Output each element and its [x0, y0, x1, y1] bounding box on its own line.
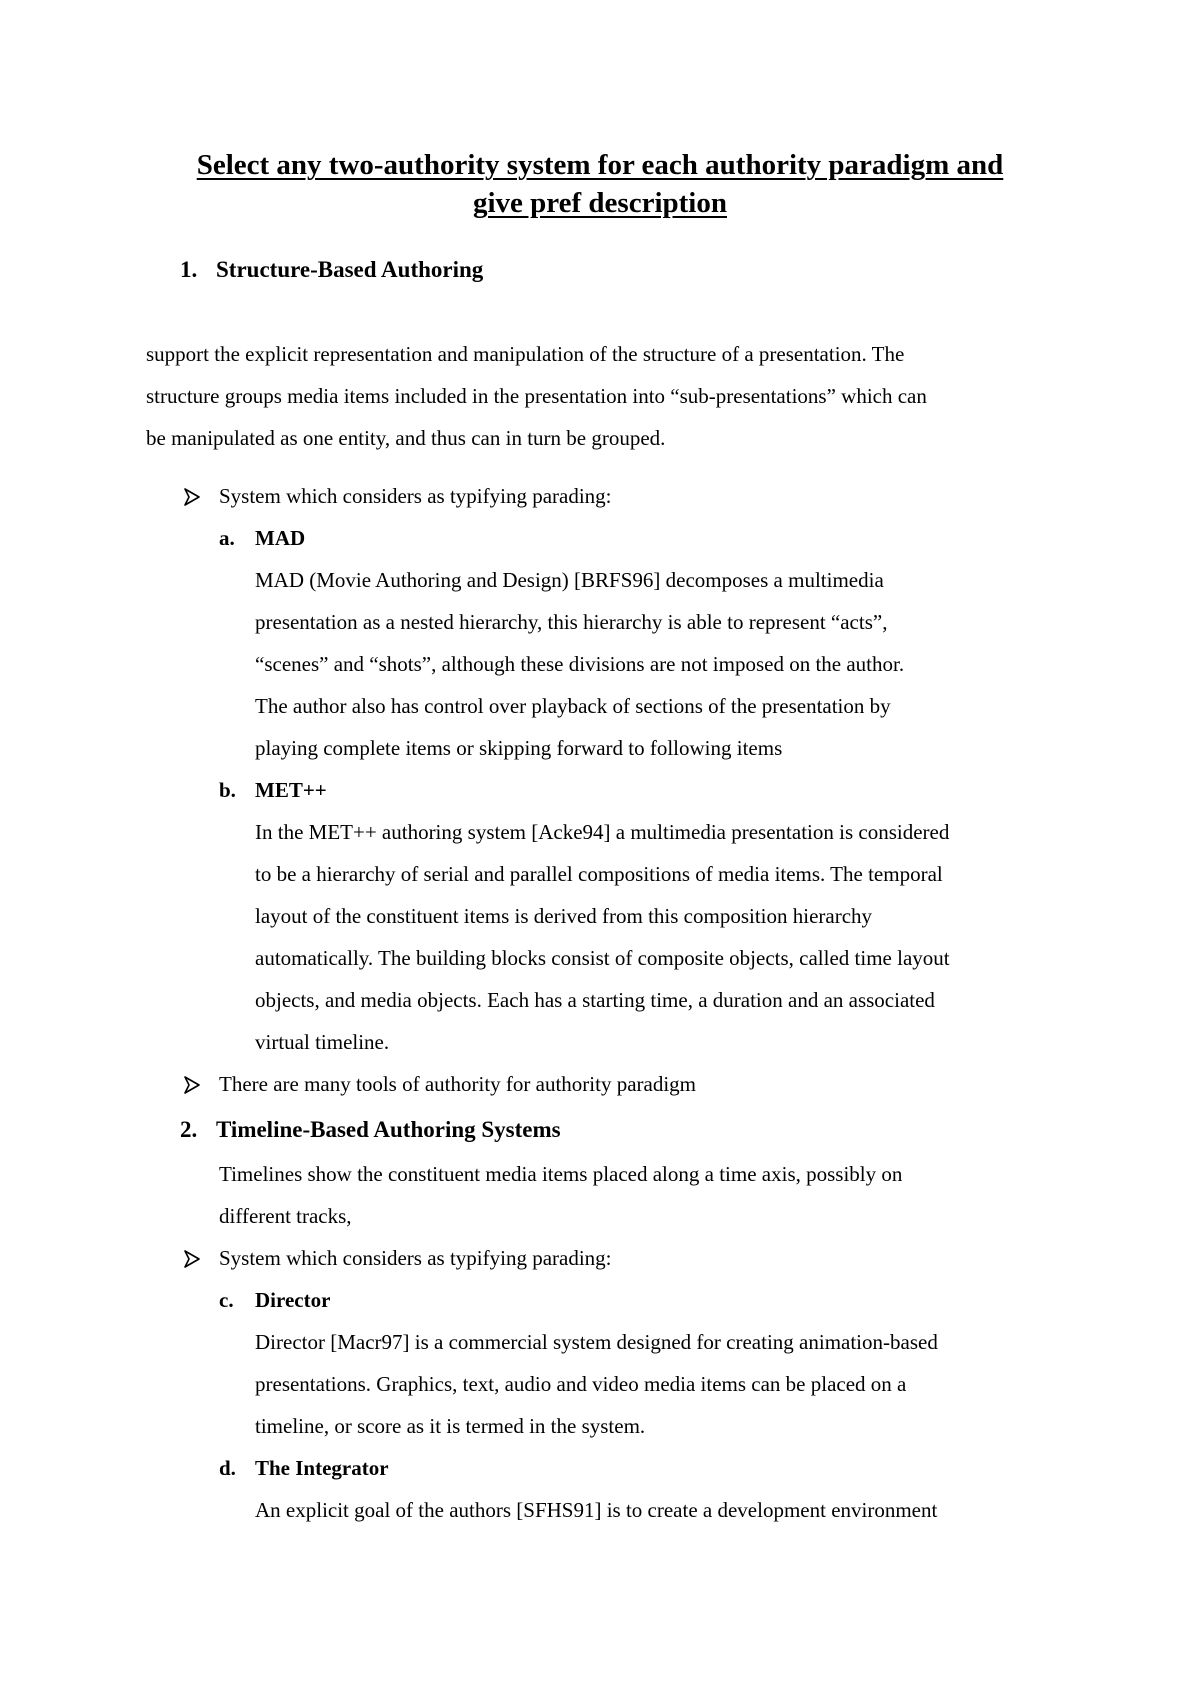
item-a-heading — [219, 528, 305, 549]
document-title-line-1: Select any two-authority system for each authority paradigm and — [196, 149, 1004, 181]
section-1-bullet-1 — [219, 486, 612, 507]
item-d-letter: d. — [219, 1456, 236, 1480]
item-d-heading — [219, 1458, 389, 1479]
item-d-name: The Integrator — [255, 1456, 389, 1480]
item-a-text-line: playing complete items or skipping forward to following items — [255, 736, 783, 760]
arrow-bullet-icon — [183, 1250, 201, 1268]
item-b-text-line: objects, and media objects. Each has a starting time, a duration and an associated — [255, 988, 935, 1012]
item-b-text-line: to be a hierarchy of serial and parallel compositions of media items. The temporal — [255, 862, 943, 886]
section-1-intro-line: be manipulated as one entity, and thus can in turn be grouped. — [146, 426, 666, 450]
item-c-text-line: presentations. Graphics, text, audio and video media items can be placed on a — [255, 1372, 907, 1396]
item-c-letter: c. — [219, 1288, 234, 1312]
item-b-letter: b. — [219, 778, 236, 802]
item-a-text-line: presentation as a nested hierarchy, this hierarchy is able to represent “acts”, — [255, 610, 888, 634]
item-c-text-line: Director [Macr97] is a commercial system designed for creating animation-based — [255, 1330, 938, 1354]
item-a-letter: a. — [219, 526, 235, 550]
arrow-bullet-icon — [183, 1076, 201, 1094]
item-b-text-line: automatically. The building blocks consist of composite objects, called time layout — [255, 946, 950, 970]
item-a-text-line: The author also has control over playback of sections of the presentation by — [255, 694, 891, 718]
item-c-text-line: timeline, or score as it is termed in the system. — [255, 1414, 646, 1438]
item-b-name: MET++ — [255, 778, 327, 802]
section-2-intro-line: different tracks, — [219, 1204, 352, 1228]
item-c-heading — [219, 1290, 330, 1311]
section-2-heading — [180, 1118, 561, 1141]
section-1-intro-line: support the explicit representation and manipulation of the structure of a presentation. The — [146, 342, 905, 366]
section-1-bullet-2 — [219, 1074, 696, 1095]
item-a-text-line: MAD (Movie Authoring and Design) [BRFS96] decomposes a multimedia — [255, 568, 884, 592]
section-2-bullet-1 — [219, 1248, 612, 1269]
item-b-heading — [219, 780, 327, 801]
section-1-heading — [180, 258, 483, 281]
bullet-text: There are many tools of authority for authority paradigm — [219, 1072, 697, 1096]
item-b-text-line: virtual timeline. — [255, 1030, 390, 1054]
document-title-line-2: give pref description — [473, 187, 727, 219]
section-1-title: Structure-Based Authoring — [216, 257, 484, 282]
item-a-text-line: “scenes” and “shots”, although these divisions are not imposed on the author. — [255, 652, 905, 676]
section-2-number: 2. — [180, 1117, 198, 1142]
arrow-bullet-icon — [183, 488, 201, 506]
item-c-name: Director — [255, 1288, 331, 1312]
item-b-text-line: In the MET++ authoring system [Acke94] a multimedia presentation is considered — [255, 820, 950, 844]
bullet-text: System which considers as typifying parading: — [219, 484, 612, 508]
item-a-name: MAD — [255, 526, 306, 550]
section-2-title: Timeline-Based Authoring Systems — [216, 1117, 561, 1142]
section-2-intro-line: Timelines show the constituent media items placed along a time axis, possibly on — [219, 1162, 903, 1186]
item-d-text-line: An explicit goal of the authors [SFHS91] is to create a development environment — [255, 1498, 938, 1522]
section-1-intro-line: structure groups media items included in the presentation into “sub-presentations” which can — [146, 384, 927, 408]
section-1-number: 1. — [180, 257, 198, 282]
item-b-text-line: layout of the constituent items is derived from this composition hierarchy — [255, 904, 873, 928]
bullet-text: System which considers as typifying parading: — [219, 1246, 612, 1270]
